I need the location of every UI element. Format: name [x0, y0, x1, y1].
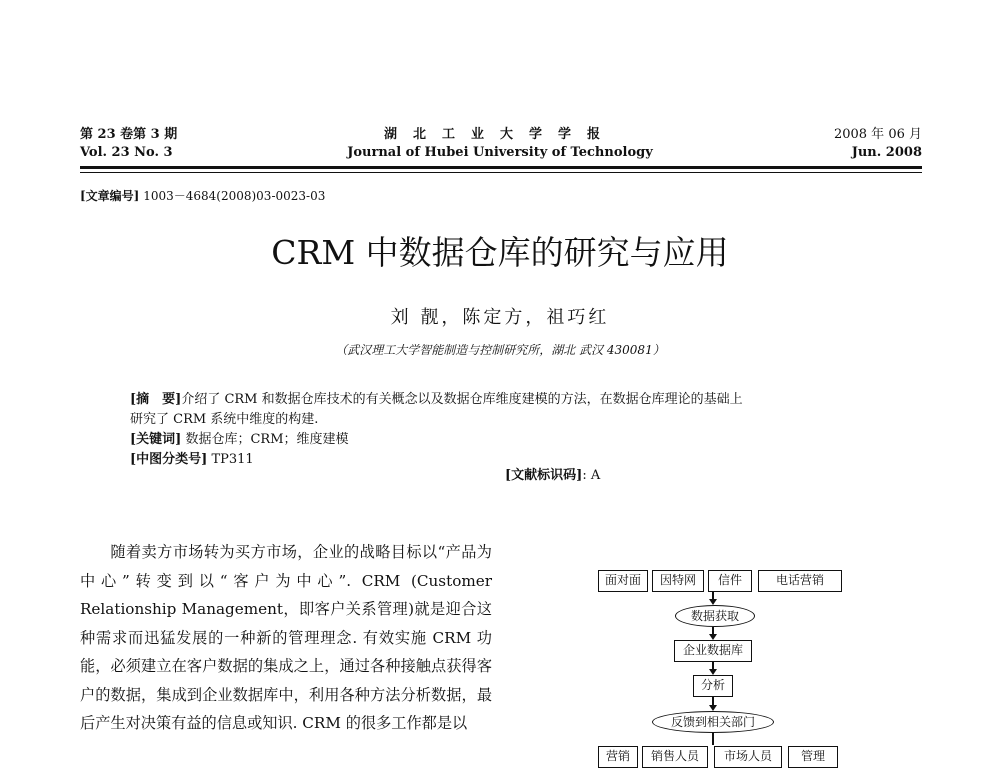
crm-flow-diagram: [590, 565, 850, 763]
abstract-text-2: 研究了 CRM 系统中维度的构建.: [130, 412, 319, 427]
abstract-block: [130, 390, 870, 470]
header-journal-cn: 湖北工业大学学报: [383, 127, 616, 142]
clc-value: TP311: [211, 452, 254, 467]
keywords: [130, 430, 870, 450]
header-date-cn: 2008 年 06 月: [833, 127, 922, 142]
article-number-label: [文章编号]: [80, 189, 140, 203]
keywords-label: [关键词]: [130, 432, 182, 447]
body-paragraph: 随着卖方市场转为买方市场，企业的战略目标以“产品为中心”转变到以“客户为中心”. CRM (Customer Relationship Management，即客户关系管理)就是迎合这种需求而迅猛发展的一种新的管理理念. 有效实施 CRM 功能，必须建立在客户数据的集成之上，通过各种接触点获得客户的数据，集成到企业数据库中，利用各种方法分析数据，最后产生对决策有益的信息或知识. CRM 的很多工作都是以: [80, 543, 492, 732]
department-box-marketing: 营销: [598, 746, 638, 768]
paper-title: CRM 中数据仓库的研究与应用: [271, 233, 729, 272]
header-rule-thick: [80, 166, 922, 169]
abstract-text-1: 介绍了 CRM 和数据仓库技术的有关概念以及数据仓库维度建模的方法，在数据仓库理论的基础上: [181, 392, 743, 407]
authors: 刘 靓，陈定方，祖巧红: [390, 307, 610, 328]
document-code-value: : A: [582, 468, 601, 483]
oval-data-acquisition: 数据获取: [675, 605, 755, 627]
header-date: [834, 126, 922, 162]
document-code-label: [文献标识码]: [505, 468, 583, 483]
department-box-management: 管理: [788, 746, 838, 768]
header-rule-thin: [80, 172, 922, 173]
department-box-market: 市场人员: [714, 746, 782, 768]
header-volume-cn: 第 23 卷第 3 期: [80, 127, 178, 142]
header-journal-en: Journal of Hubei University of Technology: [347, 145, 653, 160]
clc-label: [中图分类号]: [130, 452, 208, 467]
channel-box-telemarketing: 电话营销: [758, 570, 842, 592]
keywords-value: 数据仓库；CRM；维度建模: [185, 432, 349, 447]
article-number-value: 1003－4684(2008)03-0023-03: [143, 189, 326, 203]
oval-feedback-departments: 反馈到相关部门: [652, 711, 774, 733]
header-date-en: Jun. 2008: [851, 145, 922, 160]
document-code: [505, 466, 600, 486]
body-column-left: [80, 538, 492, 738]
box-enterprise-database: 企业数据库: [674, 640, 752, 662]
channel-box-face-to-face: 面对面: [598, 570, 648, 592]
department-box-sales: 销售人员: [642, 746, 708, 768]
article-number: [80, 188, 325, 204]
channel-box-internet: 因特网: [652, 570, 704, 592]
header-volume-en: Vol. 23 No. 3: [80, 145, 173, 160]
abstract-label: [摘 要]: [130, 392, 182, 407]
box-analysis: 分析: [693, 675, 733, 697]
channel-box-mail: 信件: [708, 570, 752, 592]
clc: [130, 450, 870, 470]
affiliation: （武汉理工大学智能制造与控制研究所，湖北 武汉 430081）: [335, 343, 665, 357]
connector-line: [712, 733, 714, 745]
abstract-line-1: [130, 390, 870, 410]
